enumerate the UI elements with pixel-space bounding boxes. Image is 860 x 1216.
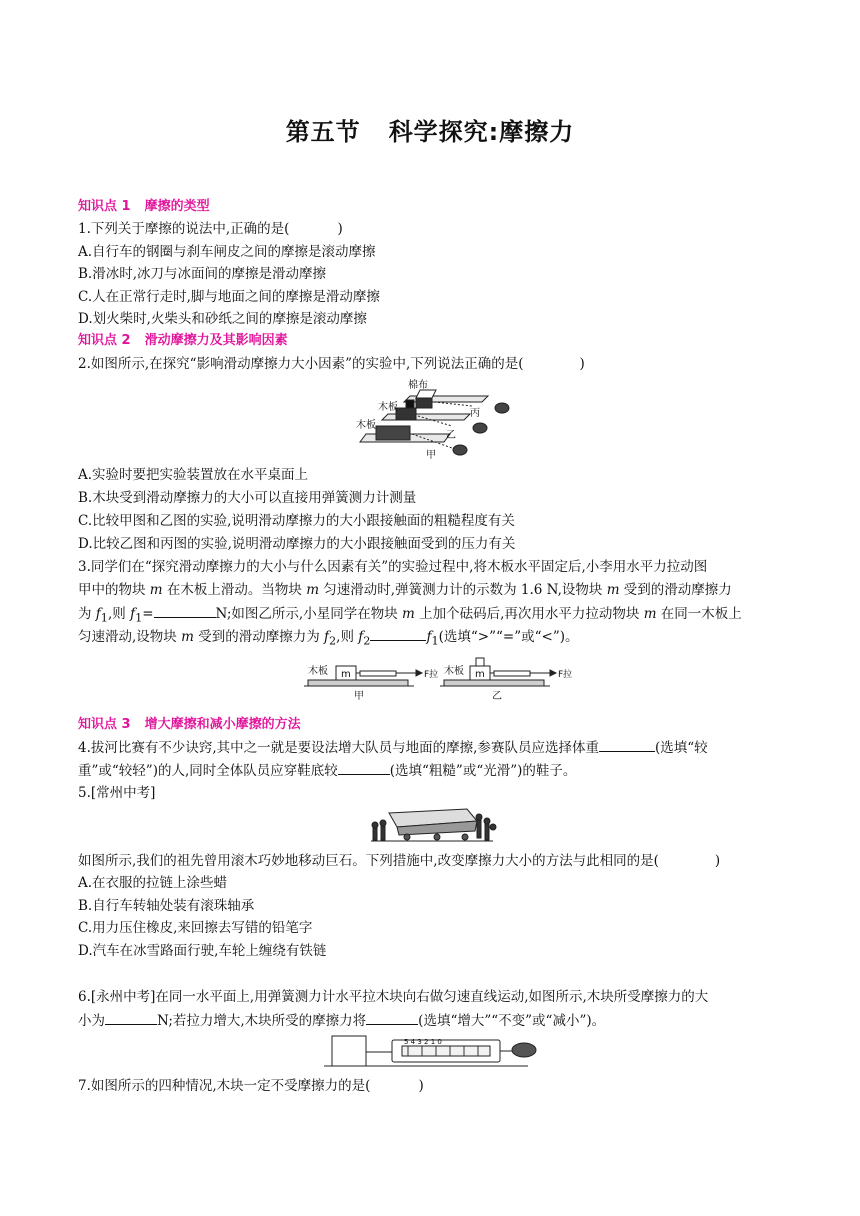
text: 4.拔河比赛有不少诀窍,其中之一就是要设法增大队员与地面的摩擦,参赛队员应选择体重 [78,740,599,756]
label-force-b: F拉 [558,670,573,680]
q5-heading: 5.[常州中考] [78,785,156,801]
text: N;若拉力增大,木块所受的摩擦力将 [157,1013,367,1029]
q2-stem-text: 2.如图所示,在探究“影响滑动摩擦力大小因素”的实验中,下列说法正确的是( [78,356,524,372]
text: 受到的滑动摩擦力为 [193,629,324,645]
var-f: f [358,629,364,645]
spring-scale-yi [494,671,530,676]
sub-1: 1 [431,634,439,648]
label-board-a: 木板 [308,666,328,677]
board-yi [382,414,470,420]
q6-figure [322,1030,544,1072]
q7-stem-text: 7.如图所示的四种情况,木块一定不受摩擦力的是( [78,1078,371,1094]
q6-answer-blank-1[interactable] [105,1010,157,1025]
q1-option-a: A.自行车的钢圈与刹车闸皮之间的摩擦是滚动摩擦 [78,244,376,260]
label-block-b: m [475,669,485,680]
hand-jia [453,445,467,455]
label-force-a: F拉 [424,670,439,680]
q3-line-1: 3.同学们在“探究滑动摩擦力的大小与什么因素有关”的实验过程中,将木板水平固定后,小李用水平力拉动图 [78,559,708,575]
sub-2: 2 [363,634,371,648]
text: N;如图乙所示,小星同学在物块 [215,606,403,622]
q7-stem [78,1076,424,1096]
q7-close: ) [418,1078,424,1094]
hand-bing [495,403,509,413]
kp-name: 滑动摩擦力及其影响因素 [144,333,288,348]
text: (选填“增大”“不变”或“减小”)。 [418,1013,606,1029]
knowledge-point-3-heading [78,715,301,735]
q5-option-a: A.在衣服的拉链上涂些蜡 [78,875,228,891]
q5-stem-text: 如图所示,我们的祖先曾用滚木巧妙地移动巨石。下列措施中,改变摩擦力大小的方法与此相同的是( [78,853,659,869]
label-jia: 甲 [354,691,364,702]
var-f: f [324,629,329,645]
q4-answer-blank-2[interactable] [338,760,390,775]
q1-close: ) [337,221,343,237]
label-cotton: 棉布 [408,380,428,391]
q5-stem [78,851,720,871]
knowledge-point-1-heading [78,197,210,217]
var-m: m [402,606,415,622]
text: 重”或“较轻”)的人,同时全体队员应穿鞋底较 [78,763,338,779]
q3-line-4 [78,626,579,652]
q2-close: ) [579,356,585,372]
q5-option-b: B.自行车转轴处装有滚珠轴承 [78,898,255,914]
scale-numbers: 5 4 3 2 1 0 [404,1038,442,1046]
text: ,则 [107,606,131,622]
q1-option-c: C.人在正常行走时,脚与地面之间的摩擦是滑动摩擦 [78,289,380,305]
text: 在木板上滑动。当物块 [162,582,307,598]
block-yi [396,408,416,420]
label-board-1: 木板 [378,402,398,413]
page-title [0,112,860,147]
var-m: m [643,606,657,622]
var-m: m [306,582,320,598]
label-yi: 乙 [492,691,502,702]
section-name: 科学探究:摩擦力 [388,118,575,146]
var-m: m [181,629,194,645]
text: 小为 [78,1013,105,1029]
text: (选填“粗糙”或“光滑”)的鞋子。 [389,763,577,779]
text: 在同一木板上 [656,606,742,622]
block-jia [376,426,410,440]
weight-yi [476,658,484,666]
q3-line-3 [78,603,742,629]
kp-name: 摩擦的类型 [144,199,210,214]
q1-option-b: B.滑冰时,冰刀与冰面间的摩擦是滑动摩擦 [78,266,327,282]
sub-2: 2 [329,634,337,648]
q1-stem-text: 1.下列关于摩擦的说法中,正确的是( [78,221,290,237]
sub-1: 1 [135,611,143,625]
q2-figure [352,376,524,462]
roller-log [434,834,440,840]
q4-answer-blank-1[interactable] [599,737,655,752]
hand-yi [473,423,487,433]
knowledge-point-2-heading [78,331,288,351]
q6-line-1: 6.[永州中考]在同一水平面上,用弹簧测力计水平拉木块向右做匀速直线运动,如图所示,木块所受摩擦力的大 [78,989,709,1005]
q2-option-c: C.比较甲图和乙图的实验,说明滑动摩擦力的大小跟接触面的粗糙程度有关 [78,513,515,529]
spring-scale-jia [360,671,396,676]
var-m: m [606,582,620,598]
q2-option-a: A.实验时要把实验装置放在水平桌面上 [78,467,309,483]
var-f: f [95,606,101,622]
q5-option-d: D.汽车在冰雪路面行驶,车轮上缠绕有铁链 [78,943,327,959]
text: 受到的滑动摩擦力 [619,582,732,598]
var-f: f [130,606,136,622]
var-f: f [426,629,432,645]
label-bing: 丙 [470,408,480,419]
text: ,则 [336,629,359,645]
kp-label: 知识点 1 [78,199,131,214]
q6-line-2 [78,1010,605,1031]
wooden-block [332,1036,366,1066]
text: 甲中的物块 [78,582,150,598]
board-jia [308,680,408,686]
kp-label: 知识点 2 [78,333,131,348]
text: (选填“较 [654,740,708,756]
q5-option-c: C.用力压住橡皮,来回擦去写错的铅笔字 [78,920,313,936]
section-number: 第五节 [285,118,361,146]
q6-answer-blank-2[interactable] [366,1010,418,1025]
sub-1: 1 [100,611,108,625]
board-yi [444,680,544,686]
q4-line-1 [78,737,708,758]
q1-stem [78,219,343,239]
q2-option-b: B.木块受到滑动摩擦力的大小可以直接用弹簧测力计测量 [78,490,417,506]
label-yi: 乙 [446,430,456,441]
q3-figure [294,652,584,702]
label-jia: 甲 [426,450,436,461]
roller-log [462,834,468,840]
q3-answer-blank-2[interactable] [370,626,426,641]
text: 为 [78,606,96,622]
hand-icon [512,1043,536,1057]
q3-answer-blank-1[interactable] [154,603,216,618]
text: 匀速滑动,设物块 [78,629,182,645]
q1-option-d: D.划火柴时,火柴头和砂纸之间的摩擦是滚动摩擦 [78,311,367,327]
q2-stem [78,354,585,374]
weight-yi [406,400,414,408]
kp-name: 增大摩擦和减小摩擦的方法 [144,717,301,732]
kp-label: 知识点 3 [78,717,131,732]
var-m: m [149,582,163,598]
q2-option-d: D.比较乙图和丙图的实验,说明滑动摩擦力的大小跟接触面受到的压力有关 [78,536,516,552]
q5-close: ) [714,853,721,869]
roller-log [404,834,410,840]
label-board-2: 木板 [356,420,376,431]
text: (选填“>”“=”或“<”)。 [438,629,579,645]
q5-figure-boulder [367,803,497,845]
label-block-a: m [341,669,351,680]
block-bing [416,398,432,408]
text: 上加个砝码后,再次用水平力拉动物块 [414,606,644,622]
text: 匀速滑动时,弹簧测力计的示数为 1.6 N,设物块 [319,582,607,598]
q3-line-2 [78,580,732,600]
q4-line-2 [78,760,576,781]
label-board-b: 木板 [444,666,464,677]
text: = [142,606,154,622]
